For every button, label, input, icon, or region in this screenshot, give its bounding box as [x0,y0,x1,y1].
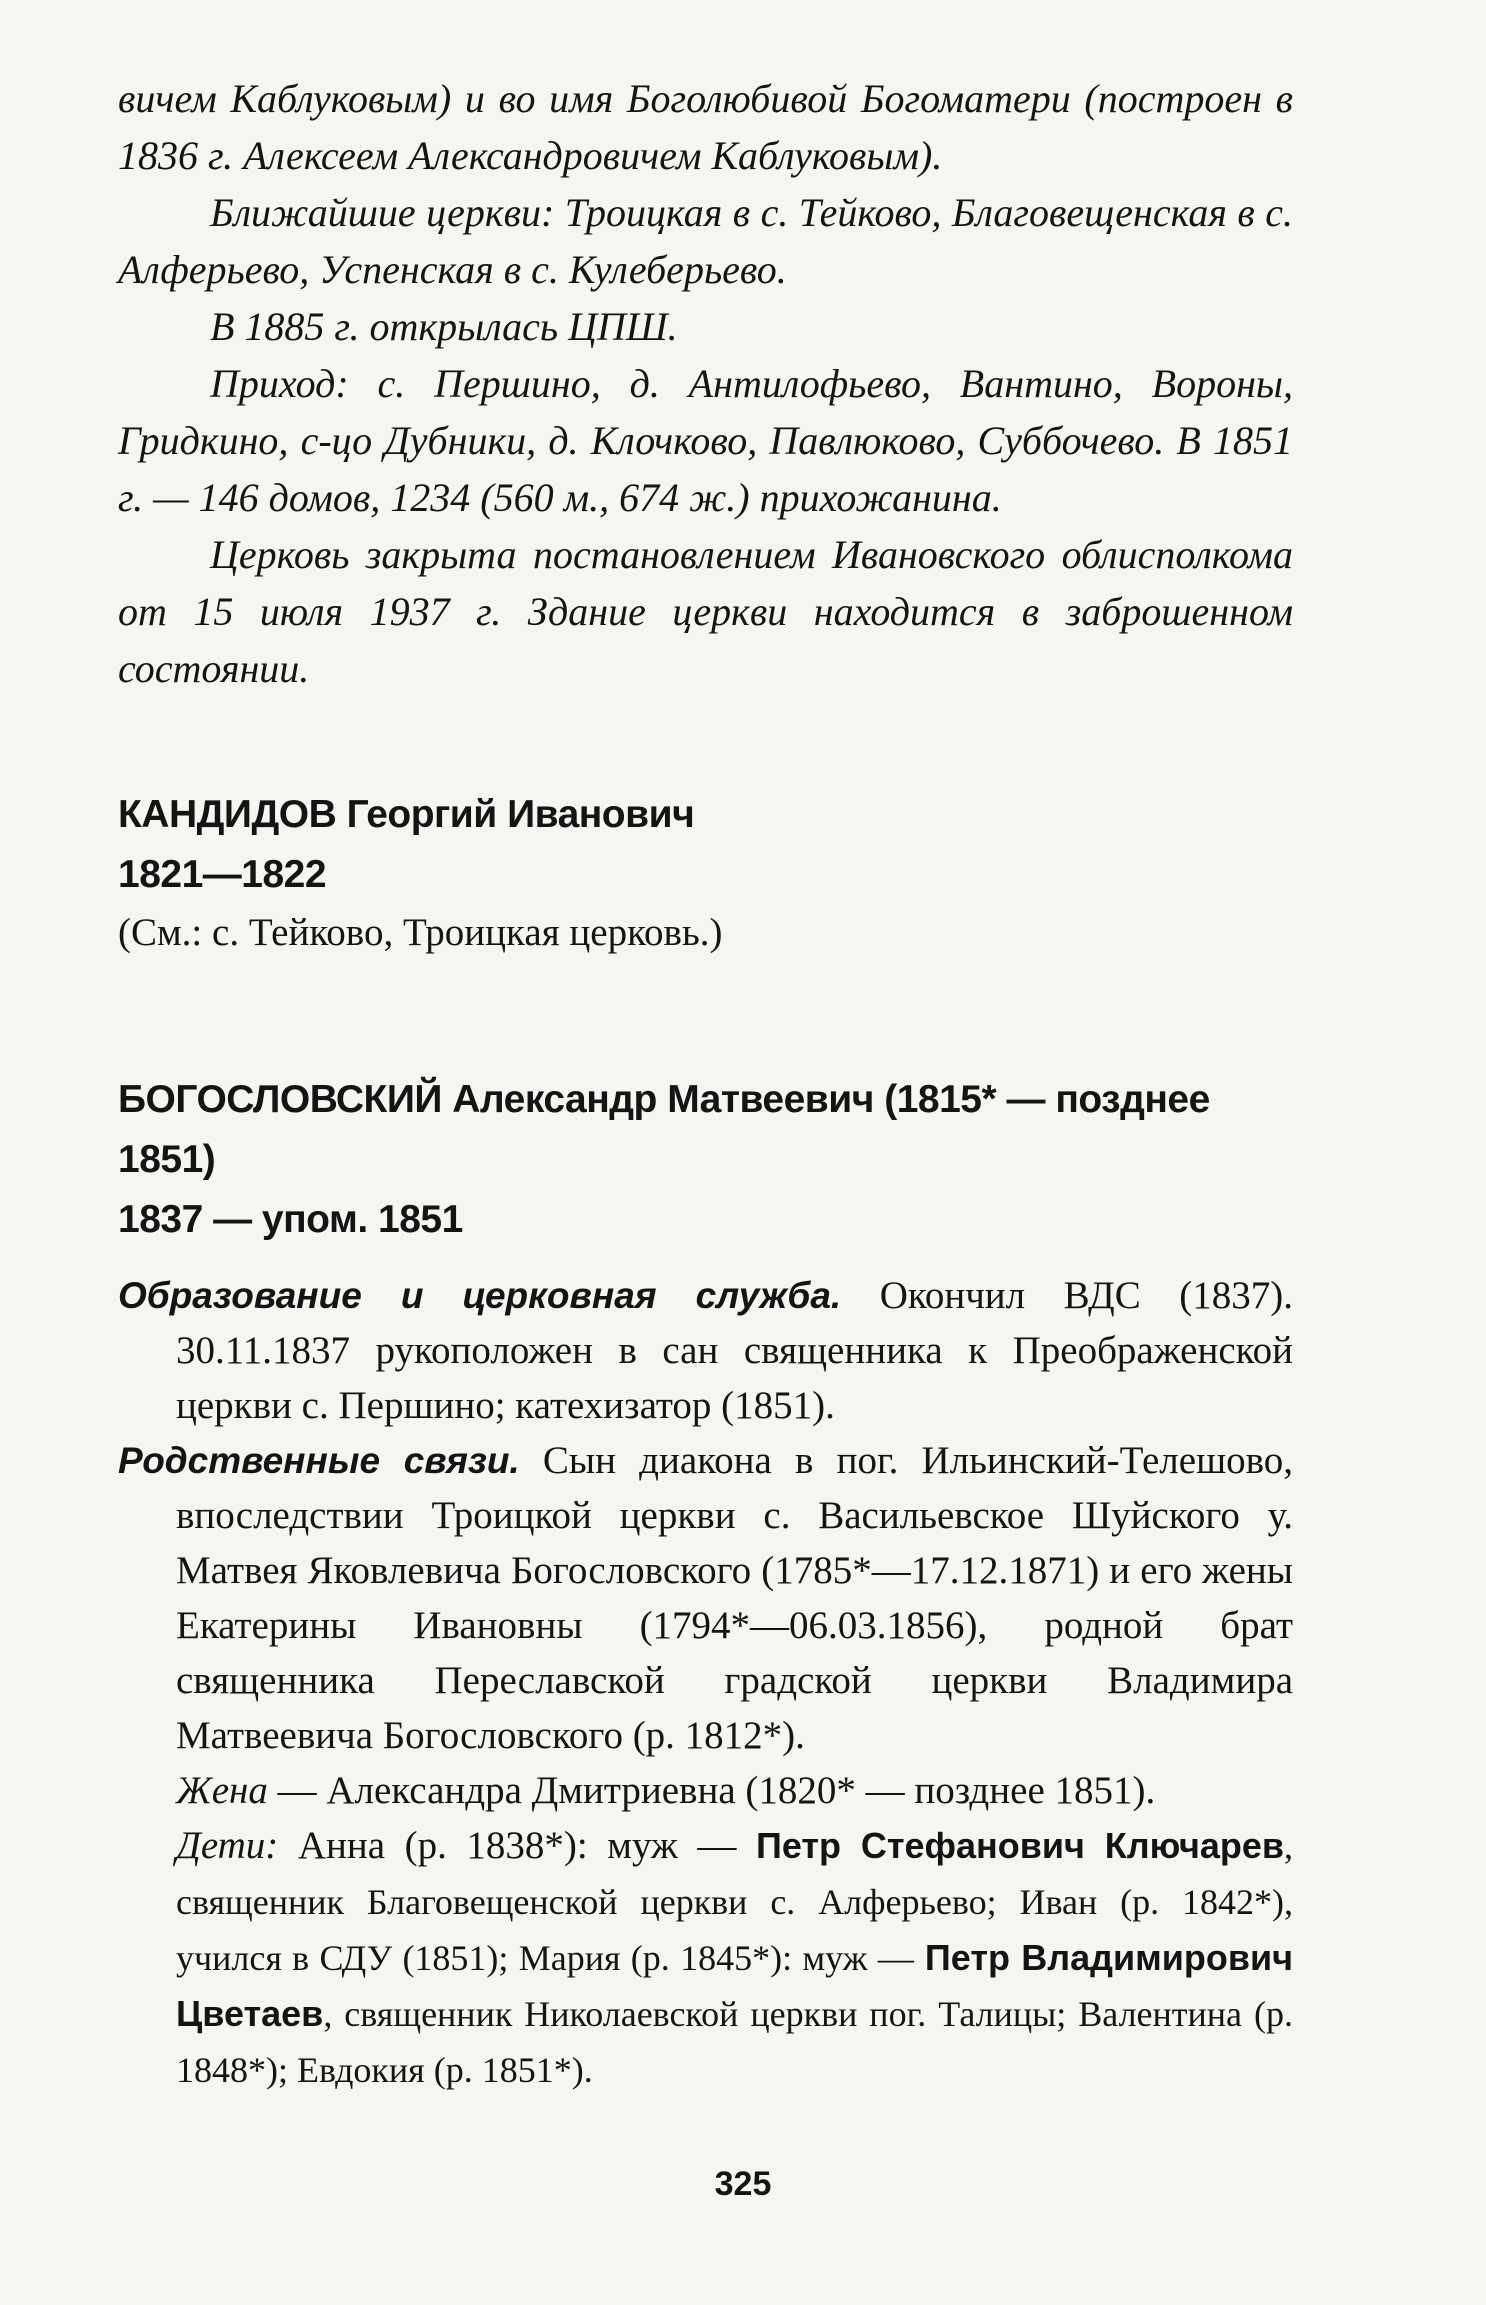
entry-heading [118,1070,1293,1190]
paragraph-closure: Церковь закрыта постановлением Ивановского облисполкома от 15 июля 1937 г. Здание церкви находится в заброшенном состоянии. [118,532,1293,691]
person-name-bold: Петр Владимирович Цветаев [176,1937,1293,2034]
entry-service-years: 1837 — упом. 1851 [118,1198,463,1241]
entry-given-name: Александр Матвеевич (1815* — позднее 1851) [118,1078,1210,1181]
section-text: Сын диакона в пог. Ильинский-Телешово, впоследствии Троицкой церкви с. Васильевское Шуйского у. Матвея Яковлевича Богословского (1785*—17.12.1871) и его жены Екатерины Ивановны (1794*—06.03.1856), родной брат священника Переславской градской церкви Владимира Матвеевича Богословского (р. 1812*). [176,1439,1293,1757]
children-label: Дети: [176,1824,279,1867]
paragraph-parish: Приход: с. Першино, д. Антилофьево, Вантино, Вороны, Гридкино, с-цо Дубники, д. Клочково, Павлюково, Суббочево. В 1851 г. — 146 домов, 1234 (560 м., 674 ж.) прихожанина. [118,361,1293,520]
entry-given-name: Георгий Иванович [346,793,695,836]
page-number: 325 [714,2165,772,2203]
entry-surname: КАНДИДОВ [118,793,337,836]
section-children [118,1818,1293,2098]
paragraph-school: В 1885 г. открылась ЦПШ. [210,304,678,349]
section-relations [118,1433,1293,1763]
entry-kandidov [118,785,1293,961]
wife-label: Жена [176,1769,268,1812]
paragraph-nearby-churches: Ближайшие церкви: Троицкая в с. Тейково, Благовещенская в с. Алферьево, Успенская в с. Кулеберьево. [118,190,1293,292]
entry-service-years: 1821—1822 [118,853,327,896]
section-label: Родственные связи. [118,1440,520,1481]
section-label: Образование и церковная служба. [118,1275,842,1316]
children-text: , священник Николаевской церкви пог. Талицы; Валентина (р. 1848*); Евдокия (р. 1851*). [176,1994,1293,2090]
entry-cross-reference: (См.: с. Тейково, Троицкая церковь.) [118,911,723,954]
children-text: , священник Благовещенской церкви с. Алферьево; Иван (р. 1842*), учился в СДУ (1851); Мария (р. 1845*): муж — [176,1826,1294,1978]
section-text: Окончил ВДС (1837). 30.11.1837 рукоположен в сан священника к Преображенской церкви с. Першино; катехизатор (1851). [176,1274,1293,1427]
entry-bogoslovsky [118,1070,1293,2098]
church-description [118,70,1293,697]
entry-surname: БОГОСЛОВСКИЙ [118,1078,442,1121]
paragraph-church-dedication: вичем Каблуковым) и во имя Боголюбивой Богоматери (построен в 1836 г. Алексеем Александровичем Каблуковым). [118,76,1293,178]
wife-text: — Александра Дмитриевна (1820* — позднее 1851). [277,1769,1156,1812]
children-text: Анна (р. 1838*): муж — [297,1824,737,1867]
entry-heading [118,785,1293,845]
section-wife [118,1763,1293,1818]
person-name-bold: Петр Стефанович Ключарев [756,1825,1285,1866]
section-education [118,1268,1293,1433]
